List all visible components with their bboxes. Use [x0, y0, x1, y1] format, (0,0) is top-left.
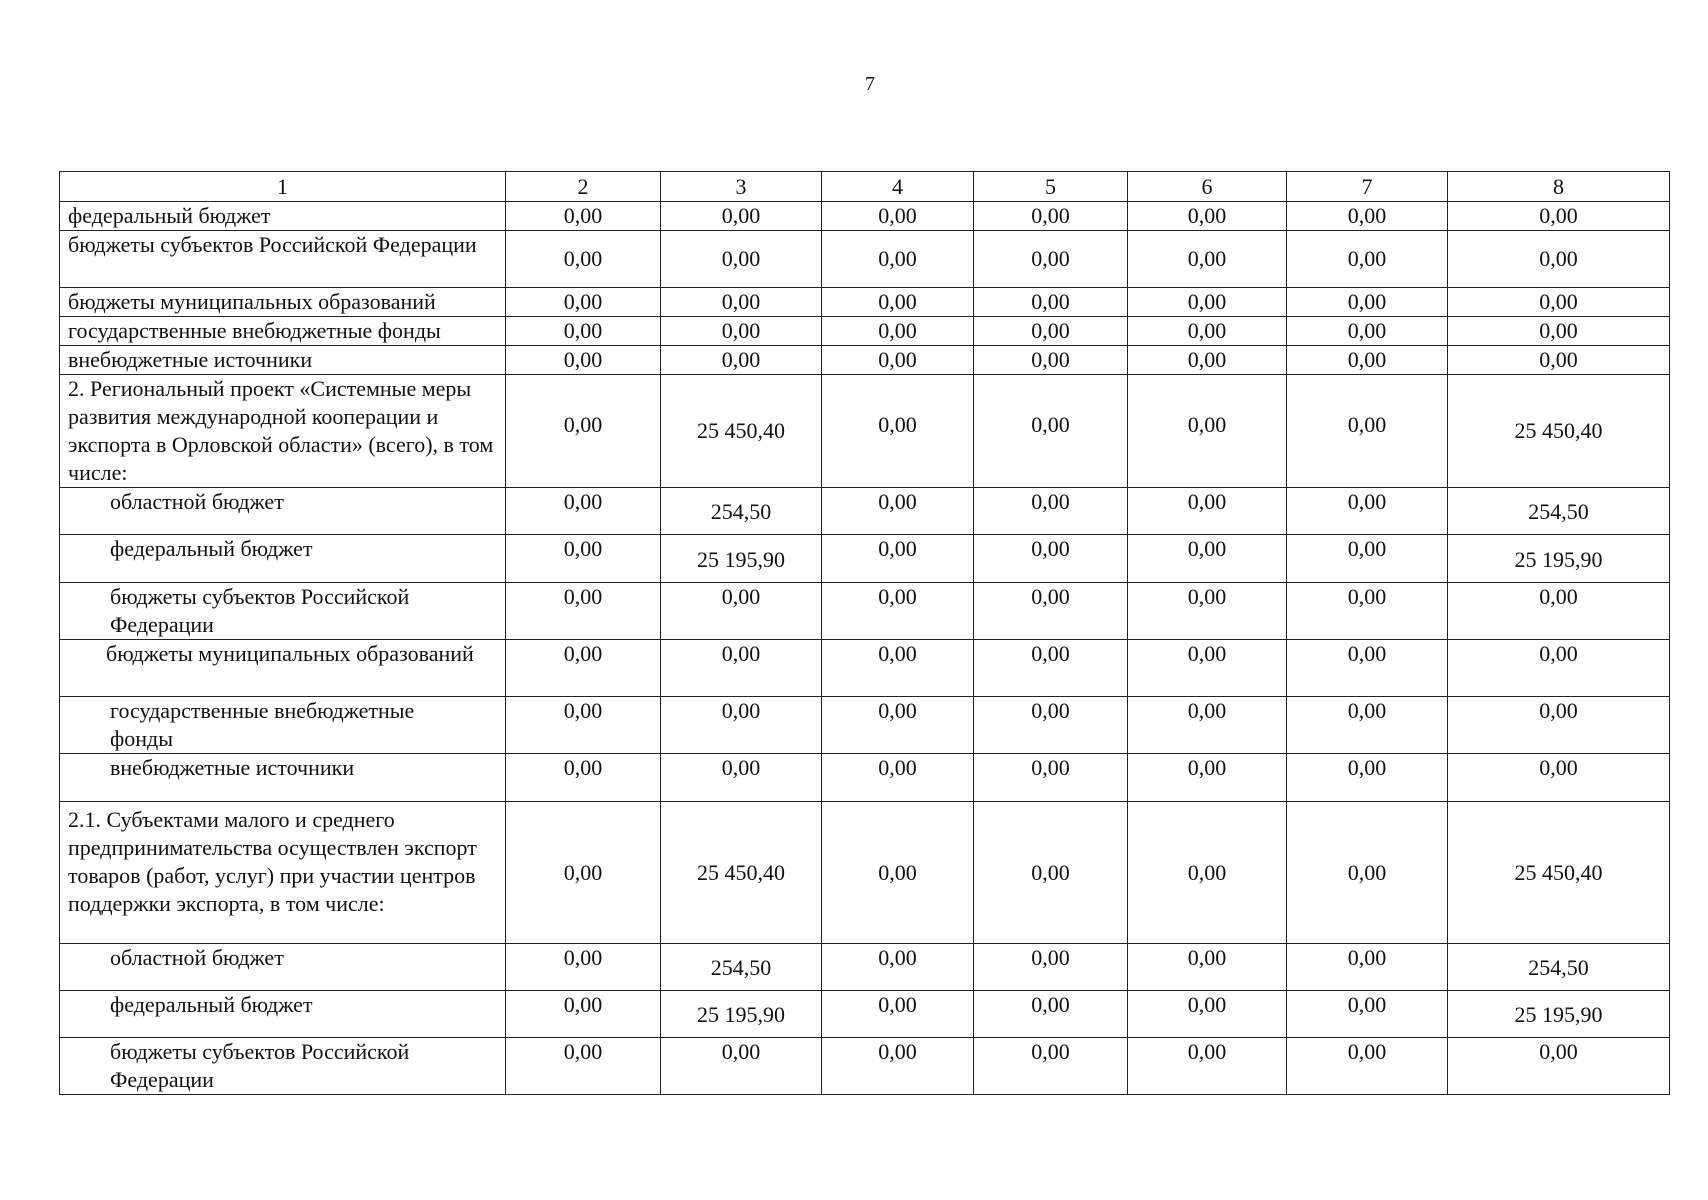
table-cell: 0,00: [661, 1038, 822, 1095]
table-cell: 0,00: [1128, 231, 1287, 288]
row-label: внебюджетные источники: [60, 346, 506, 375]
table-cell: 0,00: [1128, 346, 1287, 375]
table-cell: 0,00: [1287, 346, 1448, 375]
table-cell: 0,00: [974, 802, 1128, 944]
table-cell: 0,00: [506, 317, 661, 346]
table-cell: 0,00: [1287, 488, 1448, 535]
table-cell: 0,00: [506, 1038, 661, 1095]
table-cell: 0,00: [1448, 202, 1670, 231]
row-label: федеральный бюджет: [60, 535, 506, 583]
table-row: [60, 697, 1670, 754]
row-label: государственные внебюджетные фонды: [60, 317, 506, 346]
table-cell: 0,00: [1128, 754, 1287, 802]
table-cell: 0,00: [506, 231, 661, 288]
table-cell: 0,00: [1128, 944, 1287, 991]
table-cell: 254,50: [661, 488, 822, 535]
table-cell: 0,00: [1128, 802, 1287, 944]
row-label: 2. Региональный проект «Системные меры развития международной кооперации и экспорта в Орловской области» (всего), в том числе:: [60, 375, 506, 488]
table-cell: 0,00: [974, 375, 1128, 488]
table-cell: 0,00: [661, 697, 822, 754]
table-cell: 0,00: [1448, 754, 1670, 802]
table-cell: 0,00: [974, 346, 1128, 375]
table-cell: 0,00: [1287, 317, 1448, 346]
table-cell: 0,00: [822, 991, 974, 1038]
table-cell: 0,00: [661, 288, 822, 317]
table-cell: 0,00: [822, 697, 974, 754]
table-cell: 0,00: [1448, 1038, 1670, 1095]
table-cell: 0,00: [822, 535, 974, 583]
row-label: бюджеты муниципальных образований: [60, 640, 506, 697]
table-row: [60, 375, 1670, 488]
column-header: 3: [661, 172, 822, 202]
table-row: [60, 488, 1670, 535]
table-row: [60, 944, 1670, 991]
row-label: областной бюджет: [60, 944, 506, 991]
table-cell: 0,00: [1287, 375, 1448, 488]
row-label: федеральный бюджет: [60, 991, 506, 1038]
table-cell: 0,00: [1287, 944, 1448, 991]
table-cell: 0,00: [822, 202, 974, 231]
table-cell: 0,00: [974, 1038, 1128, 1095]
table-cell: 0,00: [1128, 317, 1287, 346]
table-cell: 0,00: [506, 288, 661, 317]
row-label: бюджеты муниципальных образований: [60, 288, 506, 317]
budget-table: [59, 171, 1670, 1095]
column-header: 1: [60, 172, 506, 202]
table-cell: 25 450,40: [661, 802, 822, 944]
table-cell: 0,00: [822, 944, 974, 991]
table-row: [60, 802, 1670, 944]
table-cell: 0,00: [1448, 317, 1670, 346]
table-cell: 0,00: [661, 317, 822, 346]
table-cell: 0,00: [1128, 488, 1287, 535]
table-cell: 0,00: [822, 375, 974, 488]
table-cell: 0,00: [822, 488, 974, 535]
table-cell: 0,00: [1287, 802, 1448, 944]
table-cell: 0,00: [1287, 583, 1448, 640]
table-cell: 0,00: [1128, 375, 1287, 488]
table-cell: 0,00: [661, 202, 822, 231]
table-cell: 0,00: [506, 697, 661, 754]
table-cell: 0,00: [1128, 202, 1287, 231]
table-cell: 0,00: [506, 640, 661, 697]
table-cell: 0,00: [506, 535, 661, 583]
table-cell: 0,00: [974, 288, 1128, 317]
row-label: федеральный бюджет: [60, 202, 506, 231]
table-row: [60, 583, 1670, 640]
table-cell: 0,00: [506, 802, 661, 944]
table-row: [60, 346, 1670, 375]
header-row: [60, 172, 1670, 202]
row-label: областной бюджет: [60, 488, 506, 535]
table-row: [60, 640, 1670, 697]
table-cell: 0,00: [1448, 697, 1670, 754]
table-cell: 0,00: [974, 317, 1128, 346]
table-cell: 25 450,40: [1448, 375, 1670, 488]
table-cell: 0,00: [974, 991, 1128, 1038]
table-row: [60, 535, 1670, 583]
table-cell: 0,00: [1128, 1038, 1287, 1095]
table-row: [60, 288, 1670, 317]
table-cell: 0,00: [1448, 231, 1670, 288]
table-cell: 0,00: [1287, 535, 1448, 583]
table-cell: 25 195,90: [1448, 535, 1670, 583]
table-cell: 254,50: [661, 944, 822, 991]
table-row: [60, 317, 1670, 346]
table-cell: 0,00: [1287, 991, 1448, 1038]
table-cell: 25 450,40: [661, 375, 822, 488]
table-cell: 0,00: [661, 754, 822, 802]
table-cell: 0,00: [1448, 583, 1670, 640]
table-cell: 254,50: [1448, 488, 1670, 535]
table-cell: 0,00: [822, 288, 974, 317]
row-label: бюджеты субъектов Российской Федерации: [60, 231, 506, 288]
column-header: 2: [506, 172, 661, 202]
table-cell: 0,00: [506, 202, 661, 231]
table-cell: 25 450,40: [1448, 802, 1670, 944]
row-label: государственные внебюджетные фонды: [60, 697, 506, 754]
table-cell: 254,50: [1448, 944, 1670, 991]
table-cell: 0,00: [822, 754, 974, 802]
table-cell: 0,00: [661, 346, 822, 375]
table-cell: 0,00: [974, 640, 1128, 697]
table-cell: 0,00: [822, 1038, 974, 1095]
table-cell: 0,00: [974, 535, 1128, 583]
table-cell: 0,00: [822, 640, 974, 697]
table-cell: 0,00: [661, 231, 822, 288]
table-cell: 0,00: [1128, 697, 1287, 754]
row-label: 2.1. Субъектами малого и среднего предпринимательства осуществлен экспорт товаров (работ, услуг) при участии центров поддержки экспорта, в том числе:: [60, 802, 506, 944]
table-cell: 0,00: [974, 754, 1128, 802]
table-cell: 0,00: [1128, 583, 1287, 640]
table-cell: 0,00: [1287, 754, 1448, 802]
table-cell: 0,00: [822, 583, 974, 640]
table-cell: 0,00: [1448, 640, 1670, 697]
column-header: 8: [1448, 172, 1670, 202]
table-cell: 0,00: [1128, 535, 1287, 583]
table-cell: 0,00: [1287, 202, 1448, 231]
table-cell: 0,00: [822, 317, 974, 346]
table-cell: 0,00: [1128, 640, 1287, 697]
column-header: 7: [1287, 172, 1448, 202]
table-cell: 0,00: [1448, 288, 1670, 317]
column-header: 4: [822, 172, 974, 202]
table-cell: 25 195,90: [661, 535, 822, 583]
table-cell: 0,00: [974, 944, 1128, 991]
table-cell: 0,00: [661, 583, 822, 640]
table-cell: 0,00: [506, 488, 661, 535]
table-cell: 0,00: [506, 583, 661, 640]
row-label: бюджеты субъектов Российской Федерации: [60, 583, 506, 640]
page-number: 7: [865, 73, 875, 95]
table-cell: 0,00: [822, 802, 974, 944]
table-cell: 25 195,90: [1448, 991, 1670, 1038]
table-cell: 0,00: [506, 754, 661, 802]
table-row: [60, 754, 1670, 802]
table-cell: 0,00: [506, 944, 661, 991]
table-cell: 0,00: [1287, 640, 1448, 697]
table-cell: 0,00: [974, 697, 1128, 754]
table-cell: 0,00: [974, 583, 1128, 640]
table-cell: 0,00: [506, 375, 661, 488]
table-cell: 0,00: [1128, 288, 1287, 317]
table-row: [60, 1038, 1670, 1095]
table-cell: 0,00: [1128, 991, 1287, 1038]
table-cell: 0,00: [661, 640, 822, 697]
table-cell: 0,00: [506, 346, 661, 375]
table-cell: 0,00: [506, 991, 661, 1038]
row-label: внебюджетные источники: [60, 754, 506, 802]
table-cell: 0,00: [1287, 231, 1448, 288]
row-label: бюджеты субъектов Российской Федерации: [60, 1038, 506, 1095]
table-cell: 0,00: [974, 231, 1128, 288]
table-cell: 25 195,90: [661, 991, 822, 1038]
table-cell: 0,00: [822, 231, 974, 288]
table-cell: 0,00: [822, 346, 974, 375]
table-cell: 0,00: [1287, 697, 1448, 754]
column-header: 5: [974, 172, 1128, 202]
table-cell: 0,00: [974, 202, 1128, 231]
table-row: [60, 202, 1670, 231]
table-cell: 0,00: [1287, 288, 1448, 317]
table-cell: 0,00: [1448, 346, 1670, 375]
table-row: [60, 231, 1670, 288]
table-cell: 0,00: [1287, 1038, 1448, 1095]
column-header: 6: [1128, 172, 1287, 202]
table-cell: 0,00: [974, 488, 1128, 535]
table-row: [60, 991, 1670, 1038]
